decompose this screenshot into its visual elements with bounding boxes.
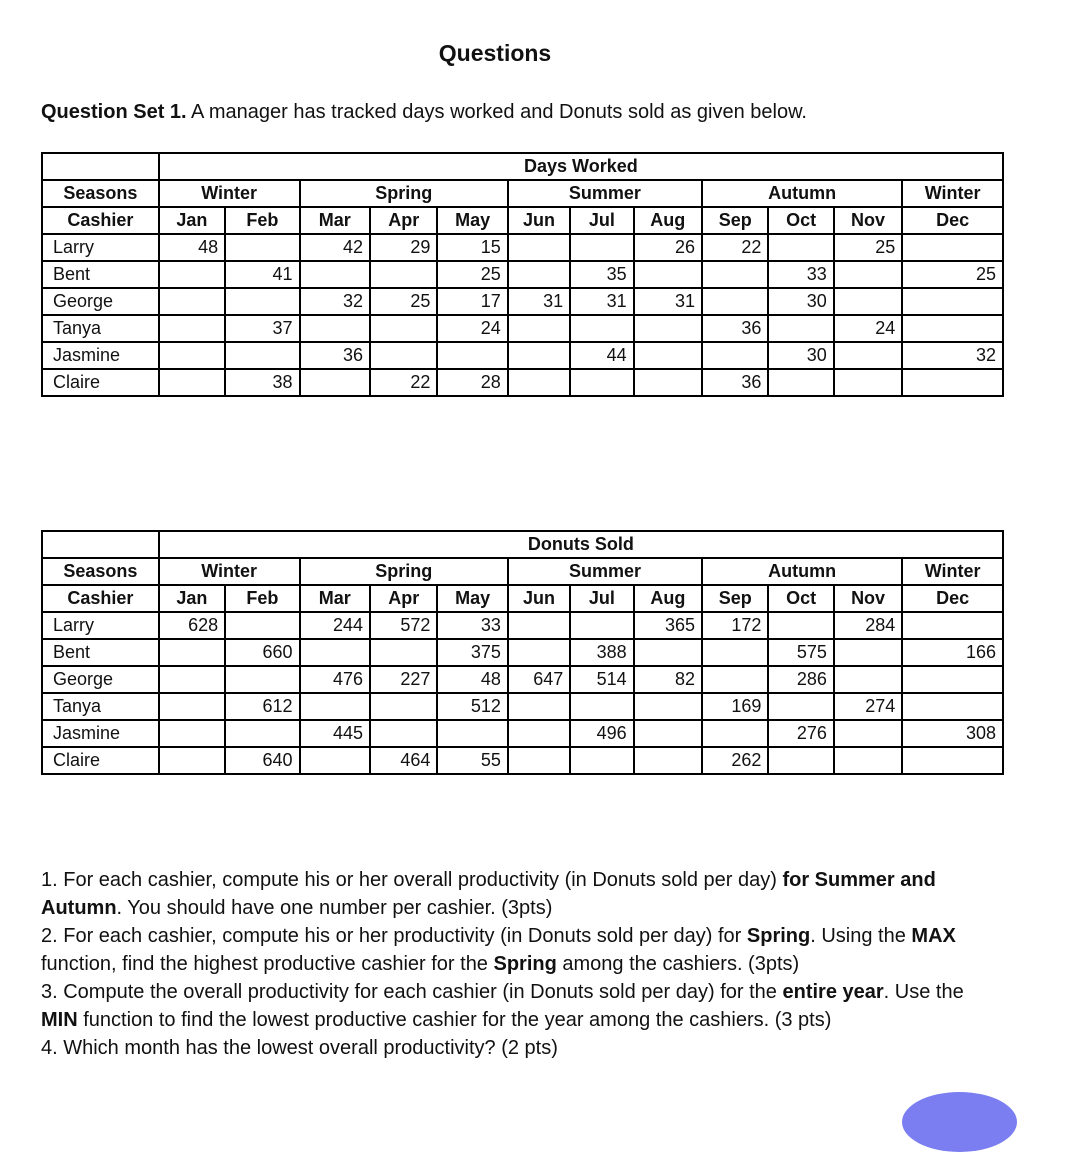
value-cell (902, 747, 1003, 774)
season-autumn: Autumn (702, 558, 902, 585)
value-cell: 512 (437, 693, 507, 720)
month-header: Jun (508, 585, 570, 612)
value-cell (508, 612, 570, 639)
value-cell (768, 612, 833, 639)
value-cell (300, 693, 370, 720)
month-header: Dec (902, 585, 1003, 612)
month-header: Mar (300, 207, 370, 234)
month-header: Feb (225, 207, 299, 234)
value-cell (902, 369, 1003, 396)
table-row (42, 288, 1003, 315)
value-cell: 37 (225, 315, 299, 342)
value-cell: 48 (159, 234, 225, 261)
table-row (42, 234, 1003, 261)
month-header: Mar (300, 585, 370, 612)
season-winter-dec: Winter (902, 180, 1003, 207)
value-cell (508, 342, 570, 369)
season-summer: Summer (508, 558, 702, 585)
value-cell: 274 (834, 693, 902, 720)
value-cell (508, 315, 570, 342)
value-cell: 33 (768, 261, 833, 288)
month-header: Jul (570, 207, 633, 234)
value-cell: 25 (834, 234, 902, 261)
value-cell (437, 342, 507, 369)
cashier-name: Tanya (42, 693, 159, 720)
value-cell (159, 315, 225, 342)
table-row (42, 639, 1003, 666)
donuts-sold-table (41, 530, 1004, 775)
cashier-name: George (42, 666, 159, 693)
value-cell (702, 288, 768, 315)
value-cell: 308 (902, 720, 1003, 747)
value-cell (159, 720, 225, 747)
floating-action-circle[interactable] (902, 1092, 1017, 1152)
question-text: 4. Which month has the lowest overall productivity? (2 pts) (41, 1037, 558, 1059)
value-cell (834, 261, 902, 288)
value-cell (702, 720, 768, 747)
cashier-name: Bent (42, 261, 159, 288)
value-cell (902, 693, 1003, 720)
value-cell (508, 234, 570, 261)
value-cell (370, 261, 437, 288)
value-cell: 25 (437, 261, 507, 288)
season-winter: Winter (159, 558, 300, 585)
cashier-name: Bent (42, 639, 159, 666)
value-cell: 36 (300, 342, 370, 369)
value-cell (225, 612, 299, 639)
question-emphasis: Spring (746, 925, 811, 947)
question-text: . You should have one number per cashier. (3pts) (116, 897, 553, 919)
month-header: Apr (370, 585, 437, 612)
value-cell (768, 369, 833, 396)
cashier-label: Cashier (42, 585, 159, 612)
question-set-text: A manager has tracked days worked and Donuts sold as given below. (186, 101, 807, 123)
value-cell (634, 342, 702, 369)
table-title: Days Worked (159, 153, 1003, 180)
month-header: Dec (902, 207, 1003, 234)
question-item (41, 978, 981, 1034)
value-cell (902, 315, 1003, 342)
seasons-label: Seasons (42, 180, 159, 207)
table-row (42, 261, 1003, 288)
value-cell (159, 639, 225, 666)
table-row (42, 369, 1003, 396)
value-cell (225, 720, 299, 747)
value-cell (570, 612, 633, 639)
value-cell (508, 693, 570, 720)
value-cell: 32 (300, 288, 370, 315)
question-item (41, 922, 981, 978)
value-cell (508, 261, 570, 288)
value-cell (702, 639, 768, 666)
value-cell: 169 (702, 693, 768, 720)
value-cell (159, 369, 225, 396)
cashier-name: Tanya (42, 315, 159, 342)
value-cell (300, 369, 370, 396)
cashier-name: Larry (42, 234, 159, 261)
value-cell: 30 (768, 288, 833, 315)
value-cell (159, 288, 225, 315)
value-cell: 33 (437, 612, 507, 639)
value-cell (300, 639, 370, 666)
table-row (42, 666, 1003, 693)
value-cell: 55 (437, 747, 507, 774)
value-cell: 628 (159, 612, 225, 639)
value-cell: 172 (702, 612, 768, 639)
value-cell (768, 693, 833, 720)
value-cell (834, 639, 902, 666)
value-cell (702, 342, 768, 369)
value-cell: 276 (768, 720, 833, 747)
value-cell: 24 (437, 315, 507, 342)
value-cell (768, 747, 833, 774)
value-cell: 445 (300, 720, 370, 747)
question-text: . Use the (883, 981, 964, 1003)
value-cell: 464 (370, 747, 437, 774)
value-cell (508, 720, 570, 747)
value-cell (834, 720, 902, 747)
value-cell: 575 (768, 639, 833, 666)
value-cell: 22 (370, 369, 437, 396)
question-emphasis: entire year (782, 981, 884, 1003)
value-cell (159, 261, 225, 288)
question-text: function to find the lowest productive cashier for the year among the cashiers. (3 pts) (77, 1009, 832, 1031)
cashier-name: Jasmine (42, 342, 159, 369)
month-header: Jul (570, 585, 633, 612)
value-cell: 388 (570, 639, 633, 666)
month-header: Oct (768, 585, 833, 612)
value-cell (634, 639, 702, 666)
value-cell (902, 288, 1003, 315)
question-text: 1. For each cashier, compute his or her overall productivity (in Donuts sold per day) (41, 869, 783, 891)
month-header: Nov (834, 585, 902, 612)
value-cell: 36 (702, 369, 768, 396)
value-cell: 514 (570, 666, 633, 693)
value-cell (834, 747, 902, 774)
month-header: May (437, 585, 507, 612)
value-cell: 31 (634, 288, 702, 315)
value-cell (570, 693, 633, 720)
value-cell (634, 693, 702, 720)
month-header: May (437, 207, 507, 234)
value-cell: 44 (570, 342, 633, 369)
value-cell: 227 (370, 666, 437, 693)
value-cell: 262 (702, 747, 768, 774)
value-cell: 15 (437, 234, 507, 261)
value-cell (159, 342, 225, 369)
month-header: Apr (370, 207, 437, 234)
value-cell: 660 (225, 639, 299, 666)
value-cell: 647 (508, 666, 570, 693)
corner-cell (42, 153, 159, 180)
value-cell: 25 (370, 288, 437, 315)
question-text: function, find the highest productive cashier for the (41, 953, 494, 975)
value-cell: 31 (570, 288, 633, 315)
month-header: Sep (702, 207, 768, 234)
value-cell (834, 369, 902, 396)
question-emphasis: Spring (493, 953, 557, 975)
value-cell (370, 693, 437, 720)
questions-list (41, 866, 981, 1062)
table-row (42, 720, 1003, 747)
value-cell (159, 666, 225, 693)
value-cell (634, 261, 702, 288)
value-cell: 30 (768, 342, 833, 369)
question-emphasis: MAX (911, 925, 956, 947)
month-header: Jun (508, 207, 570, 234)
cashier-name: Claire (42, 747, 159, 774)
value-cell: 48 (437, 666, 507, 693)
value-cell: 496 (570, 720, 633, 747)
value-cell: 375 (437, 639, 507, 666)
seasons-label: Seasons (42, 558, 159, 585)
season-autumn: Autumn (702, 180, 902, 207)
table-row (42, 747, 1003, 774)
month-header: Oct (768, 207, 833, 234)
value-cell (768, 315, 833, 342)
cashier-name: Larry (42, 612, 159, 639)
value-cell (768, 234, 833, 261)
value-cell: 24 (834, 315, 902, 342)
month-header: Jan (159, 207, 225, 234)
value-cell (702, 261, 768, 288)
cashier-name: Jasmine (42, 720, 159, 747)
question-emphasis: MIN (41, 1009, 78, 1031)
table-row (42, 612, 1003, 639)
value-cell: 612 (225, 693, 299, 720)
value-cell (634, 315, 702, 342)
value-cell: 640 (225, 747, 299, 774)
value-cell: 35 (570, 261, 633, 288)
month-header: Sep (702, 585, 768, 612)
table-row (42, 693, 1003, 720)
value-cell: 17 (437, 288, 507, 315)
page-title: Questions (438, 40, 552, 66)
value-cell (634, 369, 702, 396)
value-cell: 476 (300, 666, 370, 693)
value-cell (225, 288, 299, 315)
value-cell (159, 747, 225, 774)
season-winter: Winter (159, 180, 300, 207)
value-cell: 32 (902, 342, 1003, 369)
value-cell (834, 288, 902, 315)
value-cell: 28 (437, 369, 507, 396)
value-cell: 41 (225, 261, 299, 288)
season-summer: Summer (508, 180, 702, 207)
value-cell (437, 720, 507, 747)
cashier-label: Cashier (42, 207, 159, 234)
value-cell (300, 315, 370, 342)
value-cell: 365 (634, 612, 702, 639)
question-set-label: Question Set 1. (41, 101, 187, 123)
value-cell (570, 234, 633, 261)
value-cell (225, 666, 299, 693)
value-cell (370, 342, 437, 369)
value-cell (159, 693, 225, 720)
value-cell (300, 261, 370, 288)
value-cell (225, 342, 299, 369)
value-cell (225, 234, 299, 261)
value-cell (902, 612, 1003, 639)
cashier-name: George (42, 288, 159, 315)
table-title: Donuts Sold (159, 531, 1003, 558)
value-cell (508, 747, 570, 774)
season-spring: Spring (300, 180, 508, 207)
value-cell: 22 (702, 234, 768, 261)
value-cell (570, 747, 633, 774)
value-cell (570, 369, 633, 396)
value-cell (834, 342, 902, 369)
season-winter-dec: Winter (902, 558, 1003, 585)
value-cell (902, 666, 1003, 693)
value-cell: 284 (834, 612, 902, 639)
question-text: . Using the (810, 925, 912, 947)
question-set-intro (41, 101, 807, 124)
value-cell: 286 (768, 666, 833, 693)
value-cell: 31 (508, 288, 570, 315)
value-cell (508, 639, 570, 666)
days-worked-table (41, 152, 1004, 397)
value-cell (634, 747, 702, 774)
table-row (42, 315, 1003, 342)
question-item (41, 866, 981, 922)
value-cell: 29 (370, 234, 437, 261)
value-cell: 166 (902, 639, 1003, 666)
value-cell (370, 315, 437, 342)
cashier-name: Claire (42, 369, 159, 396)
value-cell: 26 (634, 234, 702, 261)
value-cell (508, 369, 570, 396)
value-cell: 38 (225, 369, 299, 396)
value-cell (902, 234, 1003, 261)
value-cell: 42 (300, 234, 370, 261)
question-text: among the cashiers. (3pts) (556, 953, 800, 975)
table-row (42, 342, 1003, 369)
month-header: Feb (225, 585, 299, 612)
value-cell (570, 315, 633, 342)
value-cell (634, 720, 702, 747)
question-emphasis: for Summer and Autumn (41, 869, 936, 919)
month-header: Nov (834, 207, 902, 234)
question-item (41, 1034, 981, 1062)
month-header: Aug (634, 585, 702, 612)
season-spring: Spring (300, 558, 508, 585)
corner-cell (42, 531, 159, 558)
month-header: Aug (634, 207, 702, 234)
value-cell: 36 (702, 315, 768, 342)
value-cell (370, 720, 437, 747)
value-cell: 244 (300, 612, 370, 639)
question-text: 3. Compute the overall productivity for each cashier (in Donuts sold per day) for the (41, 981, 783, 1003)
value-cell: 572 (370, 612, 437, 639)
value-cell: 82 (634, 666, 702, 693)
value-cell (300, 747, 370, 774)
value-cell: 25 (902, 261, 1003, 288)
question-text: 2. For each cashier, compute his or her productivity (in Donuts sold per day) for (41, 925, 747, 947)
value-cell (702, 666, 768, 693)
month-header: Jan (159, 585, 225, 612)
value-cell (834, 666, 902, 693)
value-cell (370, 639, 437, 666)
